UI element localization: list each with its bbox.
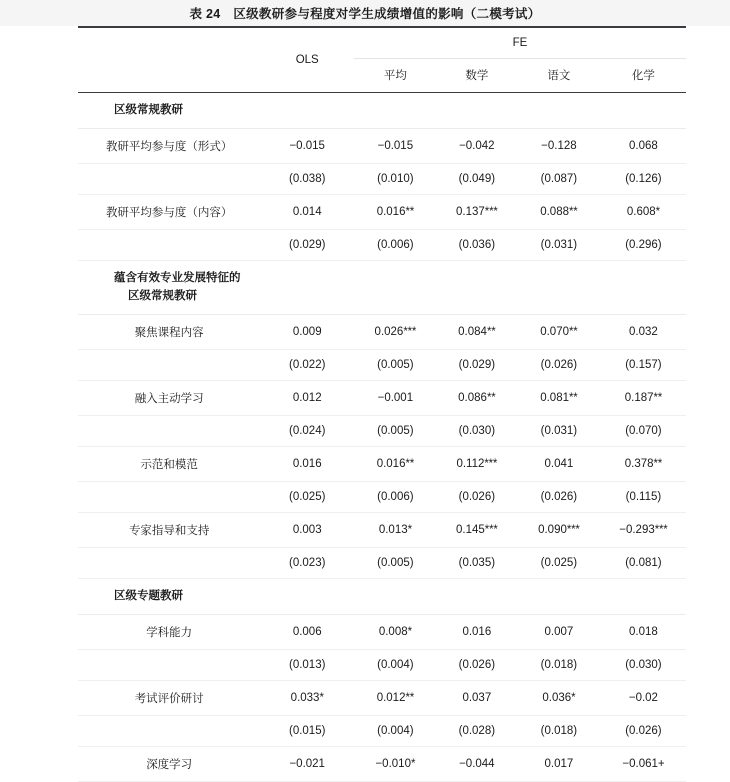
std-error-cell: (0.025) bbox=[517, 547, 601, 578]
header-fe-mean: 平均 bbox=[383, 70, 407, 82]
table-row bbox=[78, 512, 686, 547]
coefficient-cell: 0.009 bbox=[260, 314, 354, 349]
significance-stars: *** bbox=[484, 206, 498, 219]
coefficient-cell: 0.033* bbox=[260, 681, 354, 716]
coefficient-cell: −0.293*** bbox=[601, 512, 686, 547]
std-error-cell: (0.031) bbox=[517, 230, 601, 261]
table-row bbox=[78, 195, 686, 230]
coefficient-cell: 0.012** bbox=[354, 681, 437, 716]
std-error-cell: (0.004) bbox=[354, 716, 437, 747]
table-title-bar bbox=[0, 0, 730, 26]
coefficient-cell: 0.008* bbox=[354, 615, 437, 650]
regression-results-table bbox=[78, 26, 686, 782]
std-error-cell: (0.029) bbox=[260, 230, 354, 261]
table-row bbox=[78, 129, 686, 164]
coefficient-cell: 0.187** bbox=[601, 380, 686, 415]
coefficient-cell: 0.145*** bbox=[437, 512, 517, 547]
section-empty-cell bbox=[354, 578, 437, 614]
std-error-cell: (0.035) bbox=[437, 547, 517, 578]
coefficient-cell: 0.137*** bbox=[437, 195, 517, 230]
coefficient-cell: 0.017 bbox=[517, 747, 601, 782]
header-fe-math: 数学 bbox=[465, 70, 489, 82]
std-error-cell: (0.006) bbox=[354, 481, 437, 512]
significance-stars: * bbox=[407, 626, 412, 638]
significance-stars: ** bbox=[405, 457, 415, 470]
coefficient-cell: 0.070** bbox=[517, 314, 601, 349]
std-error-cell: (0.005) bbox=[354, 547, 437, 578]
header-blank-corner-2 bbox=[78, 59, 260, 93]
std-error-cell: (0.081) bbox=[601, 547, 686, 578]
row-label-empty bbox=[78, 481, 260, 512]
significance-stars: *** bbox=[484, 457, 498, 470]
coefficient-cell: −0.128 bbox=[517, 129, 601, 164]
section-empty-cell bbox=[601, 261, 686, 315]
coefficient-cell: 0.086** bbox=[437, 380, 517, 415]
coefficient-cell: 0.013* bbox=[354, 512, 437, 547]
row-label: 深度学习 bbox=[78, 747, 260, 782]
section-header-row bbox=[78, 578, 686, 614]
coefficient-cell: 0.037 bbox=[437, 681, 517, 716]
std-error-cell: (0.157) bbox=[601, 349, 686, 380]
std-error-cell: (0.026) bbox=[517, 349, 601, 380]
coefficient-cell: 0.088** bbox=[517, 195, 601, 230]
significance-stars: *** bbox=[403, 325, 417, 338]
section-empty-cell bbox=[354, 93, 437, 129]
significance-stars: *** bbox=[654, 523, 668, 536]
section-label bbox=[78, 93, 260, 129]
coefficient-cell: −0.021 bbox=[260, 747, 354, 782]
row-label-empty bbox=[78, 230, 260, 261]
std-error-cell: (0.030) bbox=[437, 415, 517, 446]
std-error-cell: (0.087) bbox=[517, 164, 601, 195]
row-label: 专家指导和支持 bbox=[78, 512, 260, 547]
significance-stars: * bbox=[655, 206, 660, 219]
std-error-cell: (0.126) bbox=[601, 164, 686, 195]
section-empty-cell bbox=[517, 261, 601, 315]
page-title: 表 24 区级教研参与程度对学生成绩增值的影响（二模考试） bbox=[189, 7, 541, 21]
table-header bbox=[78, 27, 686, 93]
header-fe-group: FE bbox=[354, 28, 686, 59]
coefficient-cell: 0.032 bbox=[601, 314, 686, 349]
std-error-cell: (0.038) bbox=[260, 164, 354, 195]
section-empty-cell bbox=[354, 261, 437, 315]
std-error-cell: (0.005) bbox=[354, 415, 437, 446]
coefficient-cell: 0.084** bbox=[437, 314, 517, 349]
coefficient-cell: 0.026*** bbox=[354, 314, 437, 349]
section-label-line: 区级专题教研 bbox=[114, 589, 183, 602]
coefficient-cell: −0.044 bbox=[437, 747, 517, 782]
section-empty-cell bbox=[260, 261, 354, 315]
std-error-row bbox=[78, 481, 686, 512]
coefficient-cell: 0.007 bbox=[517, 615, 601, 650]
std-error-cell: (0.018) bbox=[517, 716, 601, 747]
coefficient-cell: 0.014 bbox=[260, 195, 354, 230]
std-error-row bbox=[78, 547, 686, 578]
significance-stars: * bbox=[407, 523, 412, 536]
std-error-cell: (0.029) bbox=[437, 349, 517, 380]
section-label bbox=[78, 261, 260, 315]
coefficient-cell: −0.015 bbox=[260, 129, 354, 164]
coefficient-cell: −0.010* bbox=[354, 747, 437, 782]
std-error-cell: (0.013) bbox=[260, 650, 354, 681]
std-error-cell: (0.010) bbox=[354, 164, 437, 195]
significance-stars: * bbox=[319, 692, 324, 704]
row-label: 融入主动学习 bbox=[78, 380, 260, 415]
section-empty-cell bbox=[437, 261, 517, 315]
table-container bbox=[0, 26, 730, 782]
std-error-row bbox=[78, 164, 686, 195]
coefficient-cell: 0.081** bbox=[517, 380, 601, 415]
section-label bbox=[78, 578, 260, 614]
std-error-row bbox=[78, 415, 686, 446]
row-label-empty bbox=[78, 349, 260, 380]
std-error-row bbox=[78, 349, 686, 380]
std-error-cell: (0.006) bbox=[354, 230, 437, 261]
coefficient-cell: −0.061+ bbox=[601, 747, 686, 782]
header-ols: OLS bbox=[295, 54, 319, 66]
significance-stars: *** bbox=[484, 523, 498, 536]
table-row bbox=[78, 681, 686, 716]
std-error-cell: (0.036) bbox=[437, 230, 517, 261]
significance-stars: ** bbox=[653, 457, 663, 470]
section-empty-cell bbox=[260, 578, 354, 614]
std-error-cell: (0.049) bbox=[437, 164, 517, 195]
coefficient-cell: 0.018 bbox=[601, 615, 686, 650]
table-row bbox=[78, 380, 686, 415]
significance-stars: * bbox=[410, 758, 416, 770]
std-error-cell: (0.024) bbox=[260, 415, 354, 446]
std-error-cell: (0.018) bbox=[517, 650, 601, 681]
std-error-row bbox=[78, 650, 686, 681]
table-row bbox=[78, 615, 686, 650]
coefficient-cell: 0.016 bbox=[437, 615, 517, 650]
row-label-empty bbox=[78, 547, 260, 578]
std-error-row bbox=[78, 230, 686, 261]
coefficient-cell: 0.068 bbox=[601, 129, 686, 164]
std-error-cell: (0.026) bbox=[517, 481, 601, 512]
row-label: 考试评价研讨 bbox=[78, 681, 260, 716]
std-error-cell: (0.115) bbox=[601, 481, 686, 512]
std-error-cell: (0.022) bbox=[260, 349, 354, 380]
significance-stars: ** bbox=[653, 391, 663, 404]
section-header-row bbox=[78, 93, 686, 129]
row-label-empty bbox=[78, 415, 260, 446]
section-empty-cell bbox=[437, 578, 517, 614]
table-body bbox=[78, 93, 686, 782]
row-label-empty bbox=[78, 650, 260, 681]
header-sub-row bbox=[78, 59, 686, 93]
std-error-cell: (0.005) bbox=[354, 349, 437, 380]
std-error-cell: (0.296) bbox=[601, 230, 686, 261]
std-error-cell: (0.015) bbox=[260, 716, 354, 747]
row-label-empty bbox=[78, 716, 260, 747]
header-fe-chemistry: 化学 bbox=[631, 70, 655, 82]
coefficient-cell: 0.016** bbox=[354, 195, 437, 230]
coefficient-cell: 0.003 bbox=[260, 512, 354, 547]
coefficient-cell: −0.015 bbox=[354, 129, 437, 164]
coefficient-cell: −0.02 bbox=[601, 681, 686, 716]
significance-stars: ** bbox=[569, 206, 578, 219]
row-label: 示范和模范 bbox=[78, 446, 260, 481]
coefficient-cell: 0.608* bbox=[601, 195, 686, 230]
section-label-line: 蕴含有效专业发展特征的 bbox=[114, 272, 241, 285]
table-row bbox=[78, 747, 686, 782]
significance-stars: ** bbox=[486, 391, 496, 404]
std-error-cell: (0.026) bbox=[437, 481, 517, 512]
std-error-row bbox=[78, 716, 686, 747]
significance-stars: ** bbox=[569, 325, 578, 338]
section-empty-cell bbox=[601, 93, 686, 129]
header-fe-chinese: 语文 bbox=[547, 70, 571, 82]
row-label: 学科能力 bbox=[78, 615, 260, 650]
section-empty-cell bbox=[601, 578, 686, 614]
significance-stars: ** bbox=[486, 325, 496, 338]
significance-stars: + bbox=[657, 758, 665, 770]
coefficient-cell: 0.016 bbox=[260, 446, 354, 481]
std-error-cell: (0.031) bbox=[517, 415, 601, 446]
section-label-line: 区级常规教研 bbox=[128, 289, 197, 302]
table-row bbox=[78, 446, 686, 481]
header-group-row bbox=[78, 28, 686, 59]
std-error-cell: (0.023) bbox=[260, 547, 354, 578]
coefficient-cell: 0.112*** bbox=[437, 446, 517, 481]
coefficient-cell: 0.090*** bbox=[517, 512, 601, 547]
std-error-cell: (0.070) bbox=[601, 415, 686, 446]
std-error-cell: (0.004) bbox=[354, 650, 437, 681]
std-error-cell: (0.025) bbox=[260, 481, 354, 512]
std-error-cell: (0.028) bbox=[437, 716, 517, 747]
significance-stars: ** bbox=[405, 692, 415, 704]
std-error-cell: (0.026) bbox=[437, 650, 517, 681]
row-label: 教研平均参与度（形式） bbox=[78, 129, 260, 164]
significance-stars: * bbox=[571, 692, 576, 704]
std-error-cell: (0.026) bbox=[601, 716, 686, 747]
coefficient-cell: 0.041 bbox=[517, 446, 601, 481]
coefficient-cell: 0.012 bbox=[260, 380, 354, 415]
coefficient-cell: 0.378** bbox=[601, 446, 686, 481]
std-error-cell: (0.030) bbox=[601, 650, 686, 681]
section-empty-cell bbox=[260, 93, 354, 129]
header-blank-corner bbox=[78, 28, 260, 59]
section-empty-cell bbox=[437, 93, 517, 129]
coefficient-cell: −0.001 bbox=[354, 380, 437, 415]
coefficient-cell: 0.036* bbox=[517, 681, 601, 716]
section-label-line: 区级常规教研 bbox=[114, 104, 183, 116]
section-empty-cell bbox=[517, 93, 601, 129]
section-header-row bbox=[78, 261, 686, 315]
row-label-empty bbox=[78, 164, 260, 195]
row-label: 教研平均参与度（内容） bbox=[78, 195, 260, 230]
table-row bbox=[78, 314, 686, 349]
coefficient-cell: 0.016** bbox=[354, 446, 437, 481]
significance-stars: ** bbox=[569, 391, 578, 404]
coefficient-cell: −0.042 bbox=[437, 129, 517, 164]
coefficient-cell: 0.006 bbox=[260, 615, 354, 650]
significance-stars: *** bbox=[566, 523, 580, 536]
section-empty-cell bbox=[517, 578, 601, 614]
significance-stars: ** bbox=[405, 206, 415, 219]
row-label: 聚焦课程内容 bbox=[78, 314, 260, 349]
